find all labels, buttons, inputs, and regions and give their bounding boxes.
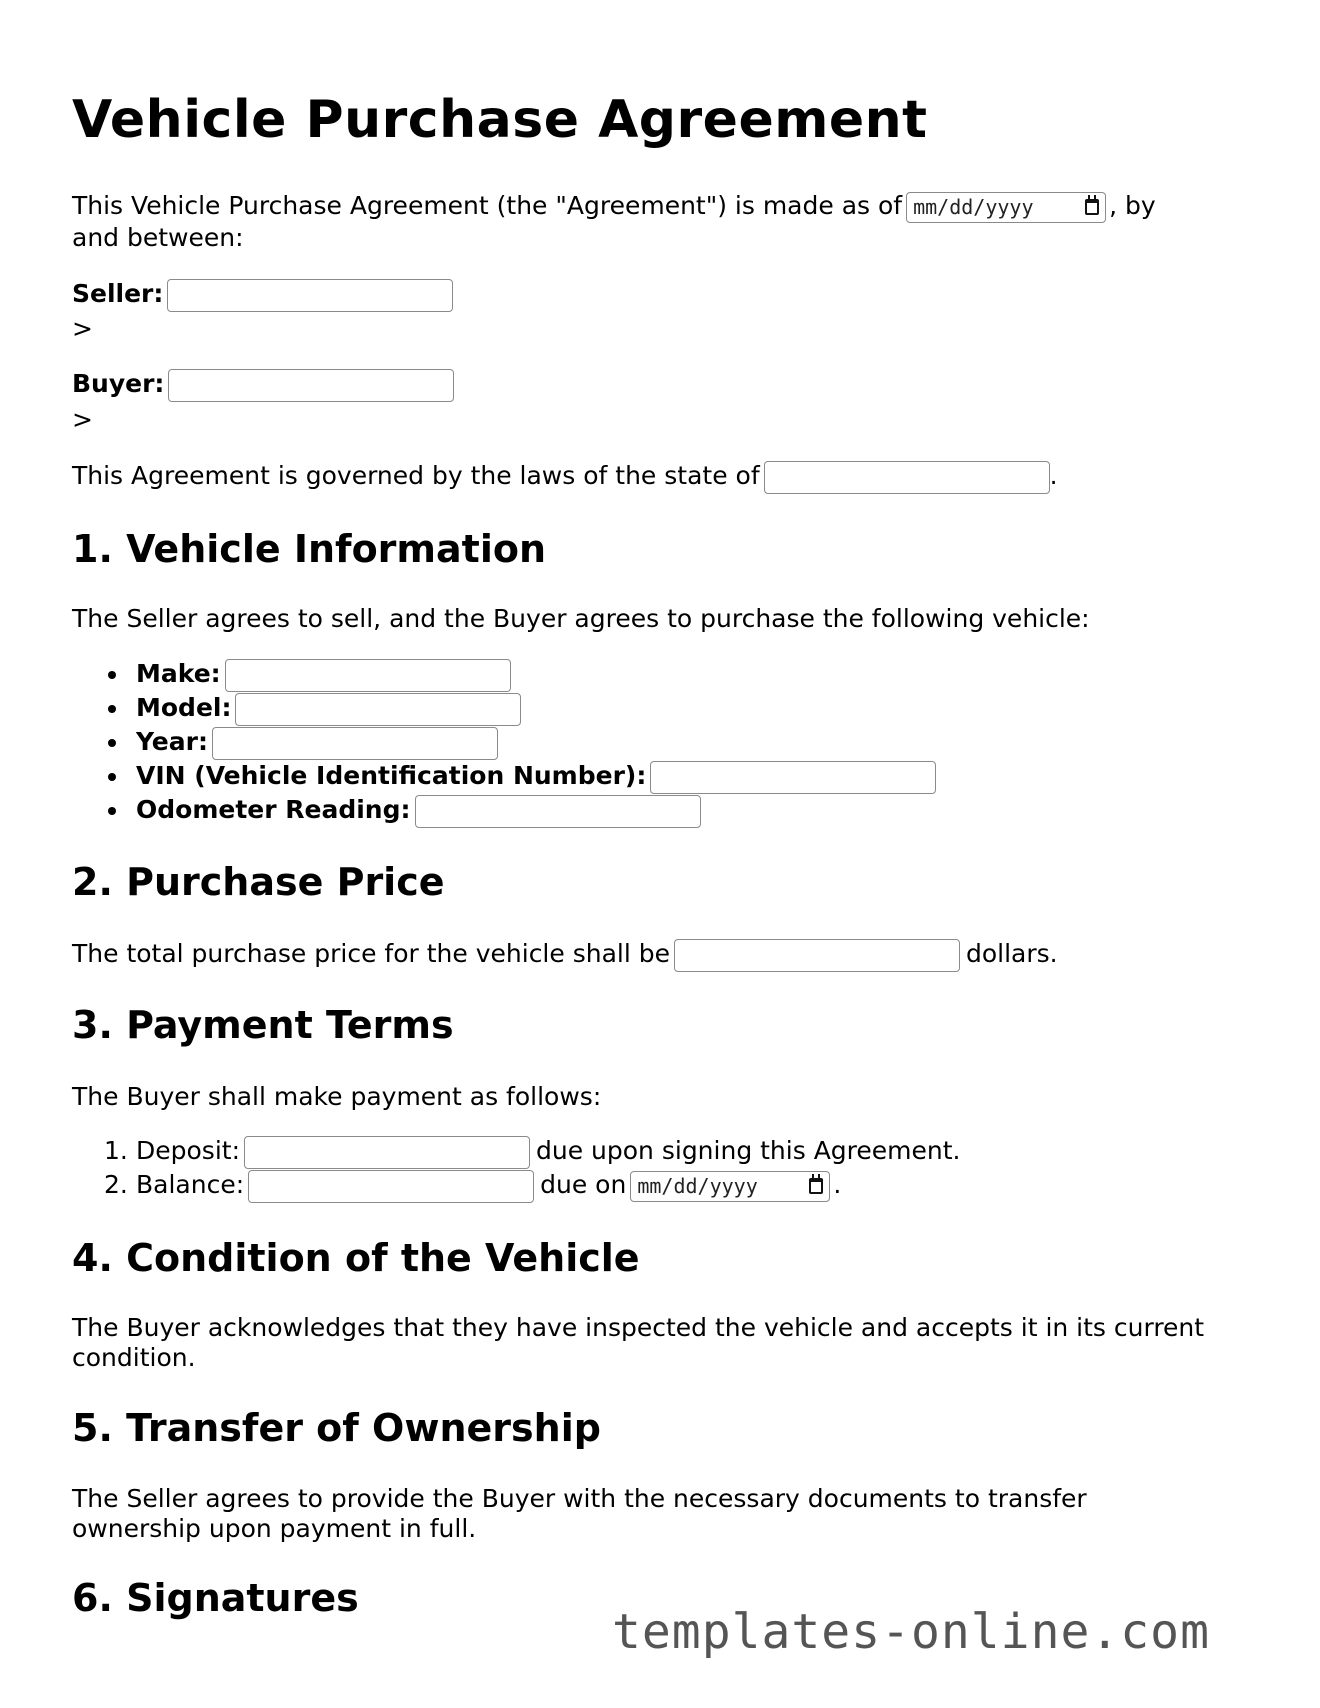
odometer-label: Odometer Reading: <box>136 795 411 824</box>
section-5-text-line-2: ownership upon payment in full. <box>72 1514 477 1543</box>
list-number: 2. <box>104 1170 128 1199</box>
deposit-label: Deposit: <box>136 1136 240 1165</box>
purchase-price-text: The total purchase price for the vehicle shall be <box>72 939 670 968</box>
intro-text-after: , by <box>1109 191 1156 220</box>
odometer-input[interactable] <box>415 795 701 828</box>
section-1-intro: The Seller agrees to sell, and the Buyer agrees to purchase the following vehicle: <box>72 604 1090 633</box>
balance-date-input[interactable] <box>630 1171 830 1202</box>
vin-label: VIN (Vehicle Identification Number): <box>136 761 647 790</box>
list-number: 1. <box>104 1136 128 1165</box>
calendar-icon[interactable] <box>1085 199 1099 215</box>
vehicle-info-list <box>72 657 942 827</box>
bullet-icon <box>108 705 116 713</box>
seller-input[interactable] <box>167 279 453 312</box>
balance-input[interactable] <box>248 1170 534 1203</box>
list-item <box>72 1134 961 1168</box>
purchase-price-after: dollars. <box>966 939 1058 968</box>
purchase-price-line <box>72 938 1058 972</box>
page-title: Vehicle Purchase Agreement <box>72 90 928 150</box>
buyer-row <box>72 368 460 402</box>
list-item <box>72 657 942 691</box>
calendar-icon[interactable] <box>809 1178 823 1194</box>
buyer-input[interactable] <box>168 369 454 402</box>
watermark: templates-online.com <box>612 1604 1210 1660</box>
year-input[interactable] <box>212 727 498 760</box>
state-input[interactable] <box>764 461 1050 494</box>
bullet-icon <box>108 739 116 747</box>
year-label: Year: <box>136 727 208 756</box>
date-placeholder: mm/dd/yyyy <box>637 1174 758 1198</box>
model-input[interactable] <box>235 693 521 726</box>
seller-label: Seller: <box>72 279 164 308</box>
section-3-intro: The Buyer shall make payment as follows: <box>72 1082 602 1111</box>
deposit-after: due upon signing this Agreement. <box>536 1136 961 1165</box>
seller-row <box>72 278 459 312</box>
agreement-date-input[interactable] <box>906 192 1106 223</box>
list-item <box>72 691 942 725</box>
balance-label: Balance: <box>136 1170 245 1199</box>
section-2-heading: 2. Purchase Price <box>72 860 445 904</box>
section-4-text: The Buyer acknowledges that they have inspected the vehicle and accepts it in its current condition. <box>72 1313 1205 1372</box>
buyer-label: Buyer: <box>72 369 165 398</box>
section-4-heading: 4. Condition of the Vehicle <box>72 1236 640 1280</box>
make-input[interactable] <box>225 659 511 692</box>
section-5-text-line-1: The Seller agrees to provide the Buyer with the necessary documents to transfer <box>72 1484 1087 1513</box>
list-item <box>72 725 942 759</box>
governing-law-suffix: . <box>1049 461 1058 490</box>
balance-after: . <box>833 1170 842 1199</box>
governing-law-text: This Agreement is governed by the laws of the state of <box>72 461 760 490</box>
intro-text: This Vehicle Purchase Agreement (the "Agreement") is made as of <box>72 191 903 220</box>
list-item <box>72 759 942 793</box>
list-item <box>72 1168 961 1202</box>
purchase-price-input[interactable] <box>674 939 960 972</box>
bullet-icon <box>108 671 116 679</box>
section-1-heading: 1. Vehicle Information <box>72 527 546 571</box>
section-5-heading: 5. Transfer of Ownership <box>72 1406 601 1450</box>
deposit-input[interactable] <box>244 1136 530 1169</box>
make-label: Make: <box>136 659 221 688</box>
seller-suffix: > <box>72 314 93 343</box>
section-3-heading: 3. Payment Terms <box>72 1003 454 1047</box>
date-placeholder: mm/dd/yyyy <box>913 194 1034 219</box>
intro-line-2: and between: <box>72 223 244 252</box>
bullet-icon <box>108 773 116 781</box>
buyer-suffix: > <box>72 405 93 434</box>
governing-law-line <box>72 460 1058 494</box>
payment-terms-list <box>72 1134 961 1202</box>
balance-mid: due on <box>540 1170 627 1199</box>
bullet-icon <box>108 807 116 815</box>
list-item <box>72 793 942 827</box>
section-6-heading: 6. Signatures <box>72 1576 359 1620</box>
vin-input[interactable] <box>650 761 936 794</box>
model-label: Model: <box>136 693 232 722</box>
intro-line <box>72 190 1156 223</box>
